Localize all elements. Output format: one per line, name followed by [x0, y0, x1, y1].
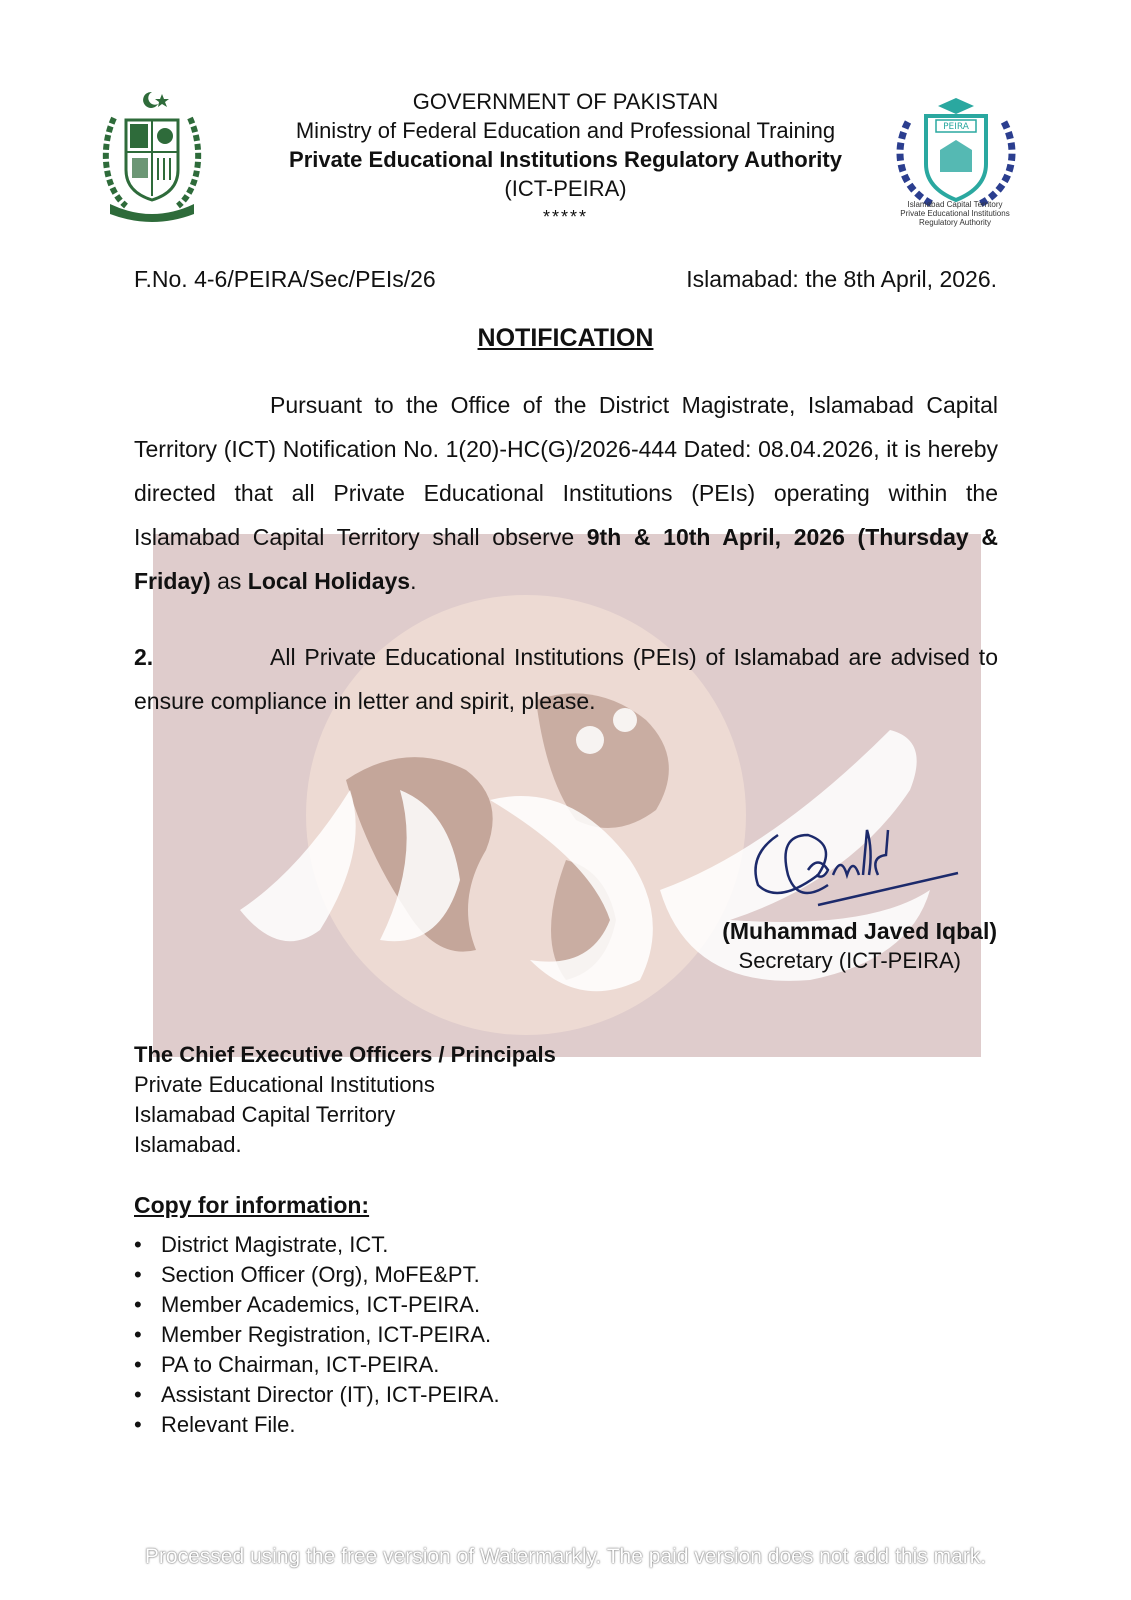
issue-date: Islamabad: the 8th April, 2026.	[686, 266, 997, 292]
list-item: • Member Registration, ICT-PEIRA.	[134, 1320, 500, 1350]
list-item: • PA to Chairman, ICT-PEIRA.	[134, 1350, 500, 1380]
peira-logo-badge-text: PEIRA	[943, 122, 969, 132]
paragraph-2	[134, 635, 998, 723]
peira-caption-line1: Islamabad Capital Territory	[907, 200, 1003, 209]
copy-heading: Copy for information:	[134, 1192, 370, 1218]
addressee-line: Islamabad.	[134, 1132, 242, 1157]
signatory-designation: Secretary (ICT-PEIRA)	[738, 948, 961, 973]
header-ministry: Ministry of Federal Education and Professional Training	[295, 118, 836, 143]
file-number: F.No. 4-6/PEIRA/Sec/PEIs/26	[134, 266, 436, 292]
paragraph-1-connector: as	[210, 568, 248, 594]
holiday-dates: 9th & 10th April, 2026 (Thursday & Friday)	[134, 524, 998, 594]
addressee-line: Private Educational Institutions	[134, 1072, 435, 1097]
header-authority: Private Educational Institutions Regulatory Authority	[289, 147, 842, 172]
addressee-line: Islamabad Capital Territory	[134, 1102, 396, 1127]
header-separator: *****	[542, 207, 589, 227]
copy-list	[134, 1230, 500, 1440]
list-item: • Member Academics, ICT-PEIRA.	[134, 1290, 500, 1320]
paragraph-1	[134, 383, 998, 603]
paragraph-1-text: Pursuant to the Office of the District Magistrate, Islamabad Capital Territory (ICT) Notification No. 1(20)-HC(G)/2026-444 Dated: 08.04.2026, it is hereby directed that all Private Educational Institutions (PEIs) operating within the Islamabad Capital Territory shall observe	[134, 392, 998, 550]
addressee-line: The Chief Executive Officers / Principals	[134, 1042, 556, 1067]
watermarkly-notice: Processed using the free version of Watermarkly. The paid version does not add this mark.	[144, 1545, 987, 1568]
list-item: • District Magistrate, ICT.	[134, 1230, 500, 1260]
list-item: • Relevant File.	[134, 1410, 500, 1440]
peira-caption-line2: Private Educational Institutions	[900, 209, 1010, 218]
header-government: GOVERNMENT OF PAKISTAN	[412, 89, 719, 114]
signatory-name: (Muhammad Javed Iqbal)	[722, 918, 997, 944]
paragraph-2-text: All Private Educational Institutions (PEIs) of Islamabad are advised to ensure compliance in letter and spirit, please.	[134, 644, 998, 714]
list-item: • Assistant Director (IT), ICT-PEIRA.	[134, 1380, 500, 1410]
notification-title: NOTIFICATION	[477, 324, 654, 352]
peira-caption-line3: Regulatory Authority	[918, 218, 992, 227]
local-holidays-label: Local Holidays	[247, 568, 411, 594]
header-abbreviation: (ICT-PEIRA)	[504, 176, 627, 201]
list-item: • Section Officer (Org), MoFE&PT.	[134, 1260, 500, 1290]
paragraph-2-number: 2.	[134, 644, 154, 670]
signature-icon	[738, 815, 968, 925]
paragraph-1-end: .	[410, 568, 417, 594]
peira-logo-caption	[880, 200, 1030, 227]
